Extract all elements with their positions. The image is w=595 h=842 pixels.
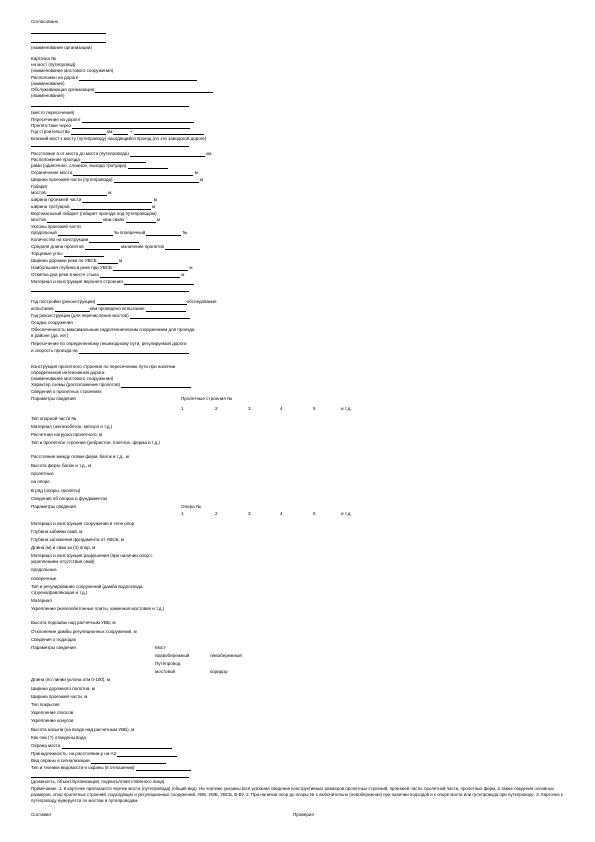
unit-label: м <box>119 258 123 263</box>
supports-row: поперечные <box>31 576 57 581</box>
agree-label: Согласовано <box>31 19 59 24</box>
general-field[interactable] <box>126 217 156 223</box>
supports-col-num: 1 <box>181 511 184 516</box>
spans-row: пролетные <box>31 471 54 476</box>
general-row: Количество на конструкции <box>31 237 89 242</box>
general-row: Торцевые углы <box>31 251 63 256</box>
general-field[interactable] <box>113 265 188 271</box>
unit-label: км <box>206 151 212 156</box>
build-field[interactable] <box>97 299 187 305</box>
supports-row: Материал и конструкция сооружения в теле опор <box>31 521 135 526</box>
approaches-col-sub: левобережный <box>210 653 242 658</box>
field-line[interactable] <box>31 291 189 292</box>
build-row: испытания <box>31 306 54 311</box>
plus-field[interactable] <box>134 129 204 135</box>
unit-label: м <box>121 244 125 249</box>
operator-field[interactable] <box>95 87 213 93</box>
spans-name-col: Параметры сведения <box>31 396 76 401</box>
approaches-col-header: Путепровод <box>155 661 181 666</box>
supports-row: Укрепление (железобетонные плиты, каменная мостовая и т.д.) <box>31 606 165 611</box>
spans-col-num: 2 <box>215 406 218 411</box>
supports-row: Материал и конструкция разрушения (при наличии опор с укреплением отсутствия свай) <box>31 553 153 564</box>
approaches-col-sub: правобережный <box>155 653 190 658</box>
general-row: Ширина дорожки реки по УВСБ <box>31 258 97 263</box>
general-field[interactable] <box>47 190 107 196</box>
approaches-row: Как они (?) отведены вода <box>31 735 86 740</box>
spans-row: Материал (железобетон, металл и т.д.) <box>31 424 113 429</box>
general-row: Отметка дна реки в месте стыка <box>31 272 99 277</box>
general-field[interactable] <box>98 258 118 264</box>
spans-intro: Конструкция пролетного строения по пересечению пути при наличии <box>31 364 176 369</box>
org-caption: (наименование организации) <box>31 45 92 50</box>
spans-intro-caption: (наименование мостового сооружения) <box>31 376 114 381</box>
spans-row: на опоре <box>31 479 50 484</box>
spans-col-num: 5 <box>313 406 316 411</box>
general-row: Ограничение моста <box>31 170 73 175</box>
supports-row: Тип и регулирование сооружений (дамба водоотвода, струенаправляющая и т.д.) <box>31 584 144 595</box>
unit-label: м <box>108 190 112 195</box>
approaches-row: Тип покрытия <box>31 702 60 707</box>
spans-row: Расстояние между осями ферм, балок и т.д., м <box>31 454 129 459</box>
build-row: и скорость проезда на <box>31 348 78 353</box>
supports-row: Длина (м) и сваи за (3) опор, м <box>31 545 96 550</box>
supports-col-num: и т.д. <box>341 511 352 516</box>
general-field[interactable] <box>58 230 113 236</box>
unit-label: м <box>189 265 193 270</box>
signature-line <box>31 42 106 43</box>
supports-col-num: 2 <box>215 511 218 516</box>
spans-col-num: 1 <box>181 406 184 411</box>
general-row: рами (одиночное, сложное, выхода тротуара) <box>31 163 127 168</box>
build-row: Год постройки (реконструкции) <box>31 299 96 304</box>
build-row: в районе (да, нет) <box>31 333 69 338</box>
card-number: Карточка № <box>31 56 56 61</box>
supports-row: Материал <box>31 598 52 603</box>
spans-col-header: Пролетные строения № <box>181 396 233 401</box>
spans-row: Тип и пролетное строение (ребристое, плитное, ферма и т.д.) <box>31 440 160 445</box>
approaches-row: Укрепление откосов <box>31 710 74 715</box>
approaches-row: Тип и техники ведомости и охраны (в отношении) <box>31 765 135 770</box>
supports-row: Глубина забивки свай, м <box>31 529 83 534</box>
supports-row: Высота подошвы над расчетным УВБ, м <box>31 620 116 625</box>
signature-line[interactable] <box>31 777 189 778</box>
approaches-row: Ширина дорожного полотна, м <box>31 686 95 691</box>
checked-label: Проверил <box>293 812 315 817</box>
unit-label: м <box>199 177 204 182</box>
footer-caption: (должность, объект/организация, подпись/ответственного лица) <box>31 779 165 784</box>
build-row: Осадка сооружения <box>31 320 73 325</box>
spans-row: В ряд (опоры, пролеты) <box>31 488 81 493</box>
general-row: Средняя длина пролетов <box>31 244 84 249</box>
approaches-name-col: Параметры сведения <box>31 645 76 650</box>
general-field[interactable] <box>114 177 199 183</box>
unit-label: м <box>153 197 157 202</box>
operator-label: Обслуживающая организация <box>31 87 95 92</box>
general-row: мостов <box>31 217 46 222</box>
build-field[interactable] <box>146 306 186 312</box>
approaches-field[interactable] <box>62 743 172 749</box>
general-field[interactable] <box>71 204 151 210</box>
approaches-row: Ширина проезжей части, м <box>31 694 88 699</box>
spans-scheme-field[interactable] <box>121 382 191 388</box>
general-row: Ширина проезжей части (путепровода) <box>31 177 113 182</box>
build-row: Обеспеченность максимальным гидротехническим сооружением для проезда <box>31 327 195 332</box>
build-field[interactable] <box>130 313 190 319</box>
obstacle-label: Препятствие через <box>31 123 71 128</box>
approaches-row: Принадлежность, на расстоянии р на А2 <box>31 751 116 756</box>
general-row: Расстояние в от моста до моста (путепровода) <box>31 151 129 156</box>
located-label: Расположен на дороге <box>31 75 79 80</box>
approaches-field[interactable] <box>91 758 166 764</box>
general-row: Материал и конструкция верхнего строения <box>31 279 123 284</box>
field-line[interactable] <box>31 146 189 147</box>
general-field[interactable] <box>89 237 139 243</box>
unit-label: ‰ <box>114 230 119 235</box>
km-label: км <box>107 129 113 134</box>
footer-note: Примечание. 1. К карточке прилагается чертеж моста (путепровода) (общий вид). На чертеже указаны (вся указания сведения конструктивных размеров пролетных строений, проезжей части, пролетной части, пролетных ферм, а также сведения основных размеров, опор пролетных строений, подходящих и регуляционных сооружений, УВБ, УМВ, УВСБ, В-ВУ. 2. При наличии опор до опоры № 1 включительно (левобережная) при наличии подходов и к опоре моста или путепровода при путепроводе. 3. Карточка к путепроводу нумеруется по мостам и путепроводам. <box>31 786 563 803</box>
supports-row: Отклонение дамбы регуляционных сооружений, м <box>31 629 137 634</box>
composed-label: Составил <box>31 812 52 817</box>
general-field[interactable] <box>85 244 120 250</box>
supports-col-num: 5 <box>313 511 316 516</box>
general-row: Габарит <box>31 184 48 189</box>
spans-scheme-label: Характер схемы (расположение пролетов) <box>31 382 120 387</box>
spans-row: Расчетная нагрузка пролетного, м <box>31 432 103 437</box>
unit-label: м <box>194 170 198 175</box>
located-caption: (наименование) <box>31 81 65 86</box>
year-field[interactable] <box>71 129 106 135</box>
year-built-label: Год строительства <box>31 129 70 134</box>
field-line[interactable] <box>31 106 189 107</box>
unit-label: м <box>156 217 160 222</box>
approaches-title: Сведения о подходах <box>31 637 76 642</box>
general-field[interactable] <box>128 163 168 169</box>
general-field[interactable] <box>82 197 152 203</box>
general-field[interactable] <box>146 230 181 236</box>
crossing-label: Пересечение на дороге <box>31 117 81 122</box>
build-row: Год реконструкции (для перечисления мостов) <box>31 313 129 318</box>
approaches-col-sub: коридор <box>210 669 228 674</box>
general-field[interactable] <box>100 272 180 278</box>
general-row: продольный <box>31 230 57 235</box>
approaches-row: Длина (по линии уклона отм 0-100), м <box>31 677 110 682</box>
unit-label: м <box>103 217 107 222</box>
general-row: Вертикальный габарит (габарит проезда под путепроводом) <box>31 211 157 216</box>
supports-row: Глубина заложения фундамента от УВСБ, м <box>31 537 124 542</box>
general-row: Уклоны проезжей части <box>31 224 81 229</box>
supports-name-col: Параметры сведения <box>31 504 76 509</box>
approaches-row: Охрана моста <box>31 743 61 748</box>
signature-line <box>31 33 106 34</box>
operator-caption: (наименование) <box>31 93 65 98</box>
approaches-col-header: Мост <box>155 645 166 650</box>
approach-text: Близкий мост к мосту (путепроводу) находящийся проезд (по эти заводской дороге) <box>31 136 207 141</box>
build-right: обследование <box>186 299 217 304</box>
build-row: Пересечение по определенному пешеходному пути, регулируемой дороги <box>31 341 187 346</box>
general-row: Расположение проезда <box>31 157 80 162</box>
approaches-row: Высота насыпи (на входе над расчетным УВБ), м <box>31 727 135 732</box>
unit-label: м <box>152 204 156 209</box>
general-field[interactable] <box>47 217 102 223</box>
supports-col-num: 4 <box>280 511 283 516</box>
spans-title: Сведения о пролетных строениях <box>31 389 102 394</box>
general-field[interactable] <box>124 279 194 285</box>
spans-col-num: 3 <box>248 406 251 411</box>
spans-col-num: 4 <box>280 406 283 411</box>
build-field[interactable] <box>55 306 90 312</box>
km-field[interactable] <box>113 129 128 135</box>
general-row: Наибольшая глубина в реке при УВСБ <box>31 265 112 270</box>
supports-col-header: Опора № <box>181 504 201 509</box>
card-subtitle-caption: (наименование мостового сооружения) <box>31 68 114 73</box>
supports-row: продольные <box>31 567 57 572</box>
spans-row: Тип опорной части № <box>31 416 77 421</box>
card-subtitle: на мост (путепровод) <box>31 62 76 67</box>
plus-label: + <box>129 129 133 134</box>
spans-col-num: и т.д. <box>341 406 352 411</box>
general-row: мостов <box>31 190 46 195</box>
unit-label: м <box>181 272 185 277</box>
general-row: ширина проезжей части <box>31 197 82 202</box>
general-field[interactable] <box>165 244 200 250</box>
place-caption: (место пересечения) <box>31 110 75 115</box>
general-row: ширина тротуаров <box>31 204 70 209</box>
located-field[interactable] <box>79 75 197 81</box>
spans-row: Высота ферм, балок и т.д., м <box>31 463 92 468</box>
unit-label: поперечный <box>119 230 146 235</box>
build-field[interactable] <box>79 348 189 354</box>
spans-intro: определенной интенсивной дороги <box>31 370 105 375</box>
approaches-row: Укрепление конусов <box>31 718 74 723</box>
approaches-row: Вид охраны и сигнализации <box>31 758 90 763</box>
build-right: кем проведено испытание <box>89 306 145 311</box>
approaches-col-sub: мостовой <box>155 669 176 674</box>
supports-col-num: 3 <box>248 511 251 516</box>
approaches-field[interactable] <box>136 765 191 771</box>
general-field[interactable] <box>73 170 193 176</box>
unit-label: значение пролетов <box>124 244 164 249</box>
general-field[interactable] <box>64 251 104 257</box>
unit-label: на сваях <box>106 217 125 222</box>
unit-label: ‰ <box>182 230 188 235</box>
approaches-field[interactable] <box>117 751 177 757</box>
supports-title: Сведения об опорах и фундаментах <box>31 496 108 501</box>
